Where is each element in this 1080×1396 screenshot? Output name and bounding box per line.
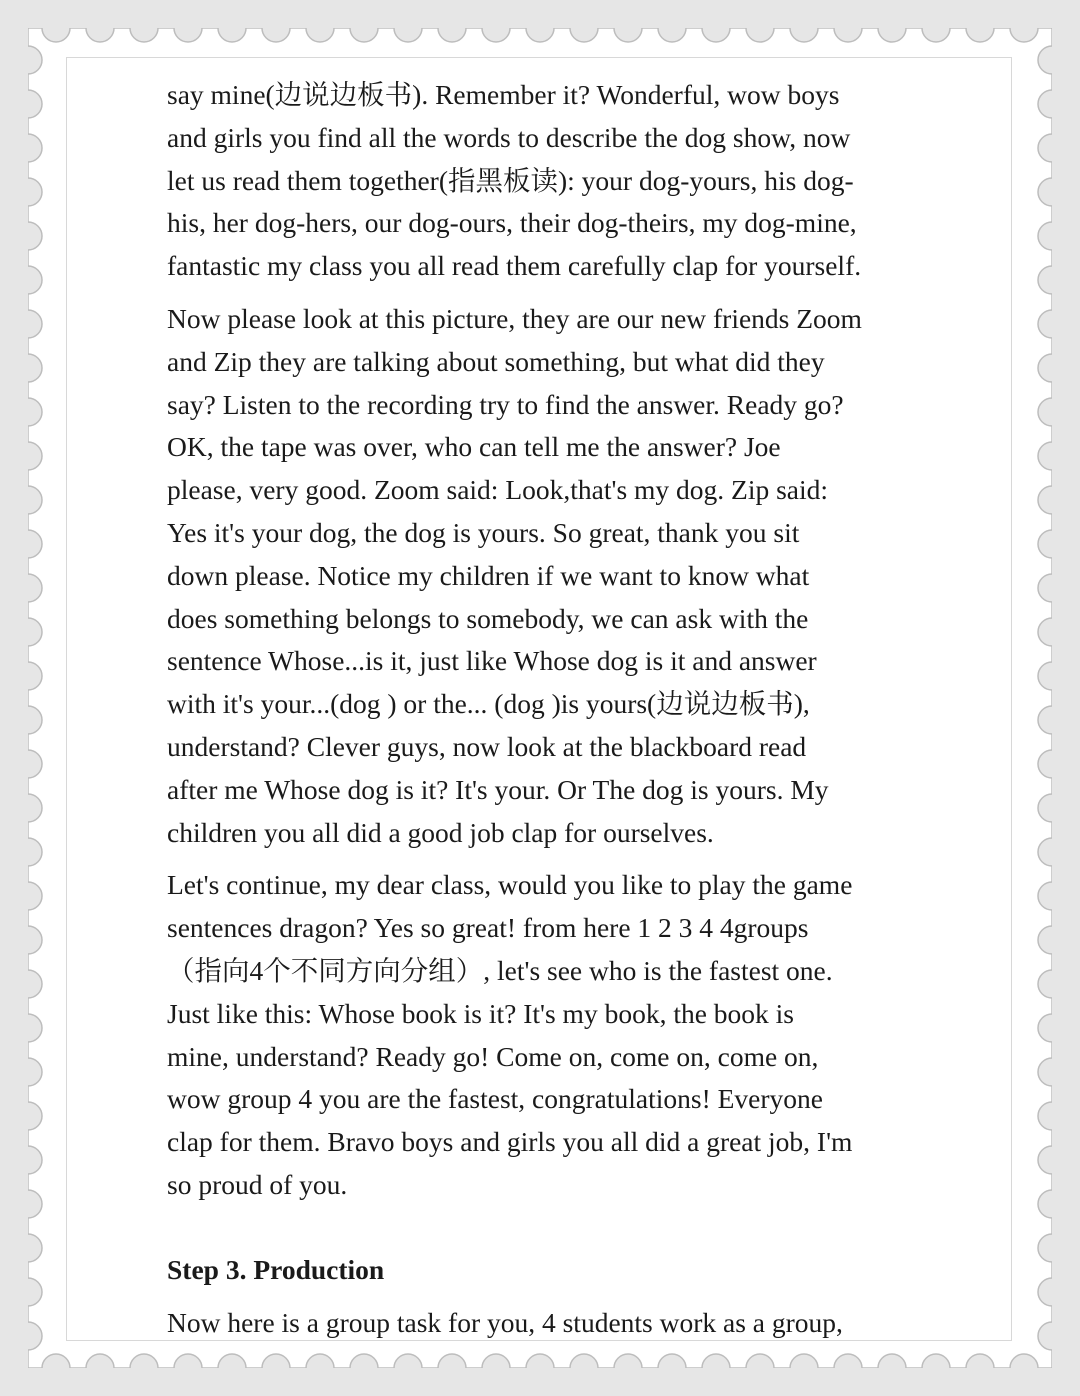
text-line: understand? Clever guys, now look at the blackboard read bbox=[167, 730, 807, 762]
text-line: Yes it's your dog, the dog is yours. So great, thank you sit bbox=[167, 516, 800, 548]
text-line: sentences dragon? Yes so great! from here 1 2 3 4 4groups bbox=[167, 912, 809, 944]
text-line: so proud of you. bbox=[167, 1168, 348, 1200]
text-line: fantastic my class you all read them carefully clap for yourself. bbox=[167, 250, 862, 282]
text-line: clap for them. Bravo boys and girls you all did a great job, I'm bbox=[167, 1126, 853, 1158]
text-line: let us read them together(指黑板读): your dog-yours, his dog- bbox=[167, 164, 854, 196]
text-line: and Zip they are talking about something, but what did they bbox=[167, 345, 825, 377]
text-line: does something belongs to somebody, we can ask with the bbox=[167, 602, 809, 634]
text-line: wow group 4 you are the fastest, congratulations! Everyone bbox=[167, 1083, 823, 1115]
text-line: children you all did a good job clap for ourselves. bbox=[167, 816, 714, 848]
text-line: Now please look at this picture, they are our new friends Zoom bbox=[167, 302, 862, 334]
paragraph-2 bbox=[167, 298, 937, 854]
text-line: Let's continue, my dear class, would you like to play the game bbox=[167, 869, 853, 901]
text-line: with it's your...(dog ) or the... (dog )is yours(边说边板书), bbox=[167, 688, 810, 720]
text-line: say? Listen to the recording try to find the answer. Ready go? bbox=[167, 388, 844, 420]
frame-margin bbox=[0, 0, 1080, 28]
text-line: down please. Notice my children if we want to know what bbox=[167, 559, 810, 591]
frame-margin bbox=[1052, 0, 1080, 1396]
paragraph-1 bbox=[167, 74, 937, 288]
section-heading: Step 3. Production bbox=[167, 1253, 385, 1285]
text-line: Now here is a group task for you, 4 students work as a group, bbox=[167, 1306, 843, 1338]
frame-margin bbox=[0, 0, 28, 1396]
text-line: OK, the tape was over, who can tell me the answer? Joe bbox=[167, 431, 781, 463]
text-line: say mine(边说边板书). Remember it? Wonderful, wow boys bbox=[167, 79, 840, 110]
paragraph-4 bbox=[167, 1302, 937, 1341]
document-page bbox=[66, 57, 1012, 1341]
text-line: sentence Whose...is it, just like Whose dog is it and answer bbox=[167, 645, 817, 677]
text-line: and girls you find all the words to describe the dog show, now bbox=[167, 121, 851, 153]
text-line: please, very good. Zoom said: Look,that's my dog. Zip said: bbox=[167, 474, 829, 506]
text-line: Just like this: Whose book is it? It's my book, the book is bbox=[167, 997, 795, 1029]
paragraph-3 bbox=[167, 864, 937, 1206]
text-line: mine, understand? Ready go! Come on, come on, come on, bbox=[167, 1040, 819, 1072]
text-line: after me Whose dog is it? It's your. Or The dog is yours. My bbox=[167, 773, 829, 805]
document-body bbox=[167, 74, 937, 1341]
text-line: （指向4个不同方向分组）, let's see who is the fastest one. bbox=[167, 954, 833, 986]
text-line: his, her dog-hers, our dog-ours, their dog-theirs, my dog-mine, bbox=[167, 207, 857, 239]
frame-margin bbox=[0, 1368, 1080, 1396]
